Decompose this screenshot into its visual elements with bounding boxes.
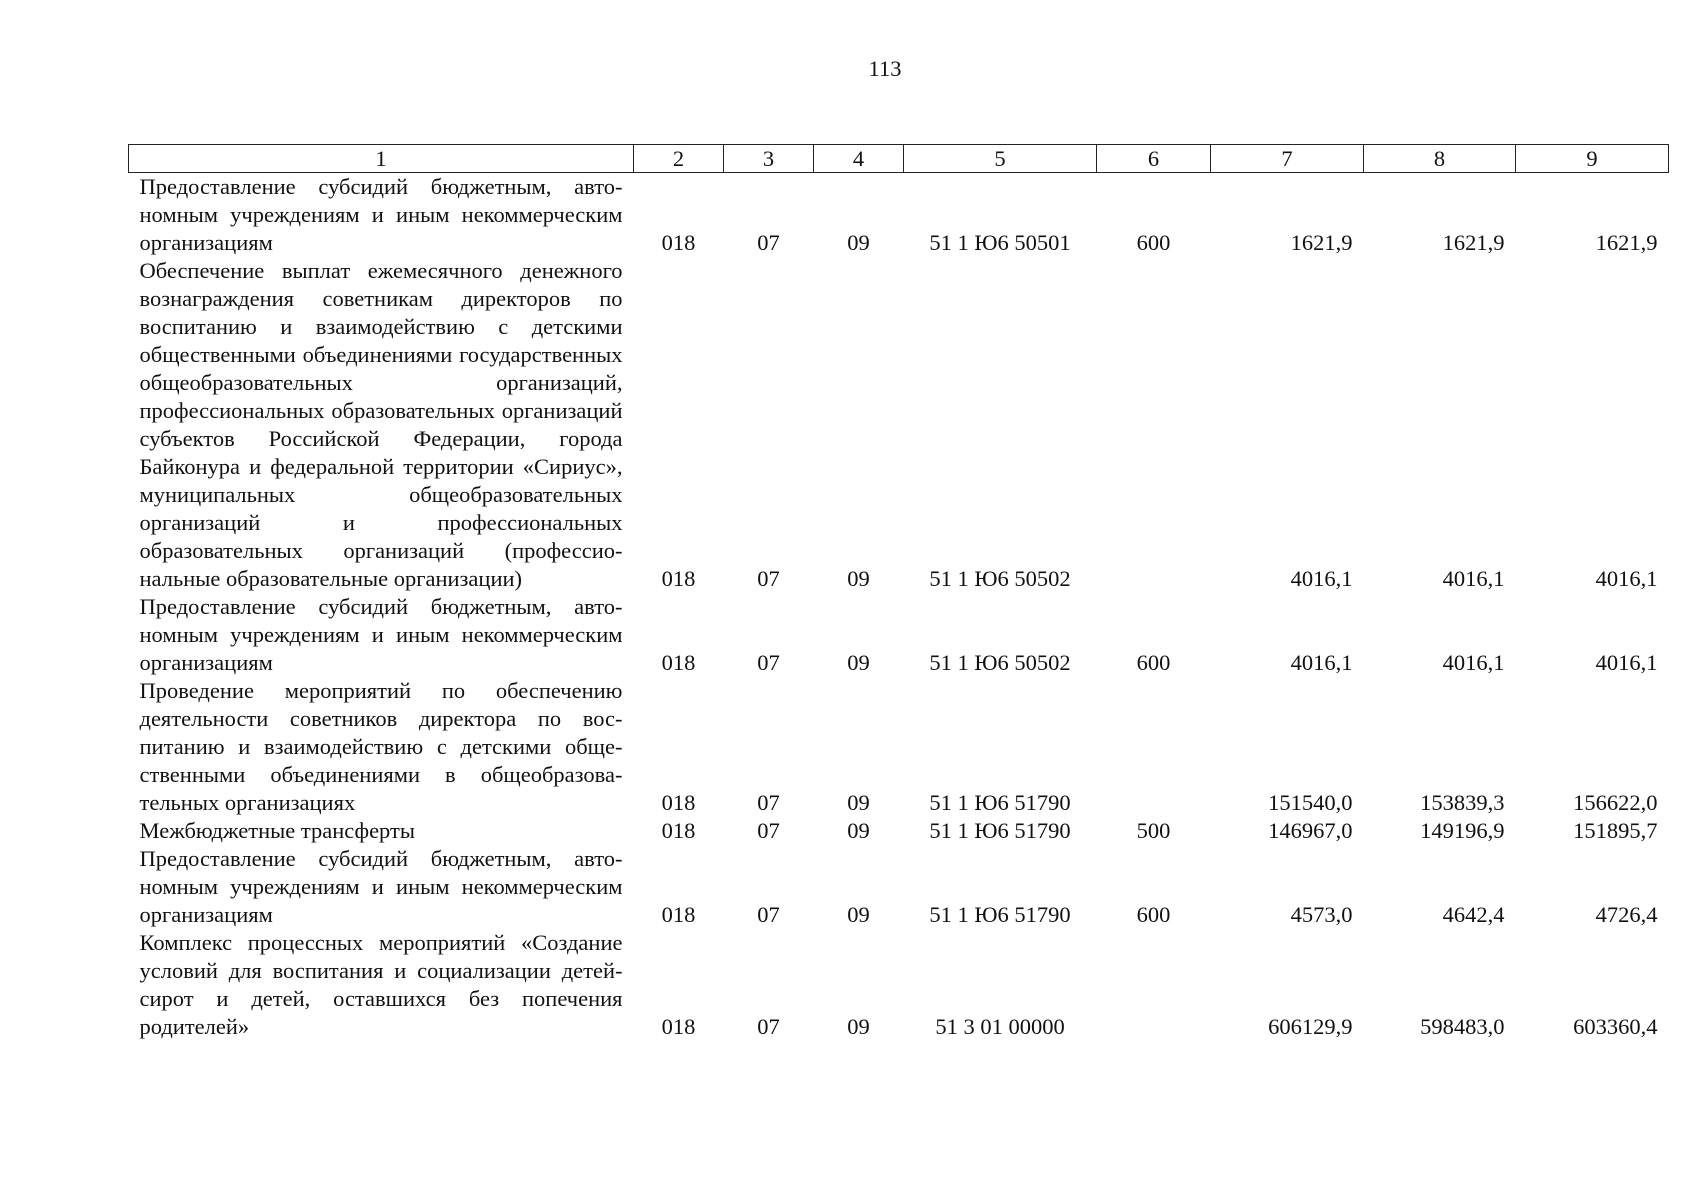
subsection-cell: 09	[847, 566, 870, 591]
subsection-cell: 09	[847, 902, 870, 927]
expense-type-cell: 600	[1136, 650, 1171, 675]
section-cell: 07	[757, 818, 780, 843]
target-article-cell: 51 1 Ю6 50502	[929, 650, 1071, 675]
table-row	[129, 677, 1669, 817]
code-cell: 018	[661, 1014, 696, 1039]
amount-cell: 4016,1	[1290, 650, 1353, 675]
section-cell: 07	[757, 1014, 780, 1039]
amount-cell: 1621,9	[1442, 230, 1505, 255]
expense-type-cell	[1097, 677, 1211, 817]
column-header: 5	[904, 145, 1097, 173]
amount-cell: 1621,9	[1595, 230, 1658, 255]
subsection-cell: 09	[847, 790, 870, 815]
page-number: 113	[868, 56, 902, 81]
table-row	[129, 817, 1669, 845]
item-name-cell: Предоставление субсидий бюджетным, автономным учреждениям и иным некоммерческим организациям	[139, 174, 623, 255]
code-cell: 018	[661, 230, 696, 255]
amount-cell: 4726,4	[1595, 902, 1658, 927]
amount-cell: 598483,0	[1420, 1014, 1505, 1039]
budget-table	[128, 144, 1669, 1041]
amount-cell: 149196,9	[1420, 818, 1505, 843]
amount-cell: 151540,0	[1268, 790, 1353, 815]
amount-cell: 4016,1	[1290, 566, 1353, 591]
amount-cell: 4573,0	[1290, 902, 1353, 927]
expense-type-cell	[1097, 257, 1211, 593]
subsection-cell: 09	[847, 650, 870, 675]
amount-cell: 4016,1	[1595, 650, 1658, 675]
column-header: 4	[814, 145, 904, 173]
column-header: 9	[1516, 145, 1669, 173]
table-row	[129, 845, 1669, 929]
amount-cell: 4016,1	[1595, 566, 1658, 591]
expense-type-cell: 600	[1136, 230, 1171, 255]
header-row	[129, 145, 1669, 173]
section-cell: 07	[757, 566, 780, 591]
amount-cell: 151895,7	[1573, 818, 1658, 843]
amount-cell: 4642,4	[1442, 902, 1505, 927]
item-name-cell: Межбюджетные трансферты	[139, 818, 415, 843]
subsection-cell: 09	[847, 818, 870, 843]
item-name-cell: Предоставление субсидий бюджетным, автономным учреждениям и иным некоммерческим организациям	[139, 594, 623, 675]
code-cell: 018	[661, 790, 696, 815]
target-article-cell: 51 3 01 00000	[935, 1014, 1065, 1039]
item-name-cell: Предоставление субсидий бюджетным, автономным учреждениям и иным некоммерческим организациям	[139, 846, 623, 927]
target-article-cell: 51 1 Ю6 51790	[929, 902, 1071, 927]
item-name-cell: Обеспечение выплат ежемесячного денежного вознаграждения советникам директоров по воспитанию и взаимодействию с детскими общественными объединениями государственных общеобразовательных организаций, профессиональных образовательных организаций субъектов Российской Федерации, города Байконура и федеральной территории «Сириус», муниципальных общеобразовательных организаций и профессиональных образовательных организаций (профессиональные образовательные организации)	[139, 258, 623, 591]
section-cell: 07	[757, 790, 780, 815]
amount-cell: 603360,4	[1573, 1014, 1658, 1039]
amount-cell: 156622,0	[1573, 790, 1658, 815]
column-header: 7	[1211, 145, 1364, 173]
amount-cell: 4016,1	[1442, 650, 1505, 675]
amount-cell: 153839,3	[1420, 790, 1505, 815]
column-header: 1	[129, 145, 634, 173]
table-row	[129, 593, 1669, 677]
column-header: 6	[1097, 145, 1211, 173]
code-cell: 018	[661, 818, 696, 843]
item-name-cell: Комплекс процессных мероприятий «Создание условий для воспитания и социализации детей-сирот и детей, оставшихся без попечения родителей»	[139, 930, 623, 1039]
subsection-cell: 09	[847, 1014, 870, 1039]
amount-cell: 1621,9	[1290, 230, 1353, 255]
expense-type-cell	[1097, 929, 1211, 1041]
amount-cell: 146967,0	[1268, 818, 1353, 843]
expense-type-cell: 500	[1136, 818, 1171, 843]
column-header: 3	[724, 145, 814, 173]
section-cell: 07	[757, 902, 780, 927]
column-header: 2	[634, 145, 724, 173]
target-article-cell: 51 1 Ю6 51790	[929, 818, 1071, 843]
target-article-cell: 51 1 Ю6 50501	[929, 230, 1071, 255]
amount-cell: 606129,9	[1268, 1014, 1353, 1039]
expense-type-cell: 600	[1136, 902, 1171, 927]
table-row	[129, 257, 1669, 593]
target-article-cell: 51 1 Ю6 50502	[929, 566, 1071, 591]
code-cell: 018	[661, 650, 696, 675]
table-row	[129, 929, 1669, 1041]
subsection-cell: 09	[847, 230, 870, 255]
section-cell: 07	[757, 230, 780, 255]
column-header: 8	[1364, 145, 1516, 173]
table-row	[129, 173, 1669, 258]
amount-cell: 4016,1	[1442, 566, 1505, 591]
code-cell: 018	[661, 902, 696, 927]
target-article-cell: 51 1 Ю6 51790	[929, 790, 1071, 815]
section-cell: 07	[757, 650, 780, 675]
code-cell: 018	[661, 566, 696, 591]
item-name-cell: Проведение мероприятий по обеспечению деятельности советников директора по воспитанию и взаимодействию с детскими общественными объединениями в общеобразовательных организациях	[139, 678, 623, 815]
